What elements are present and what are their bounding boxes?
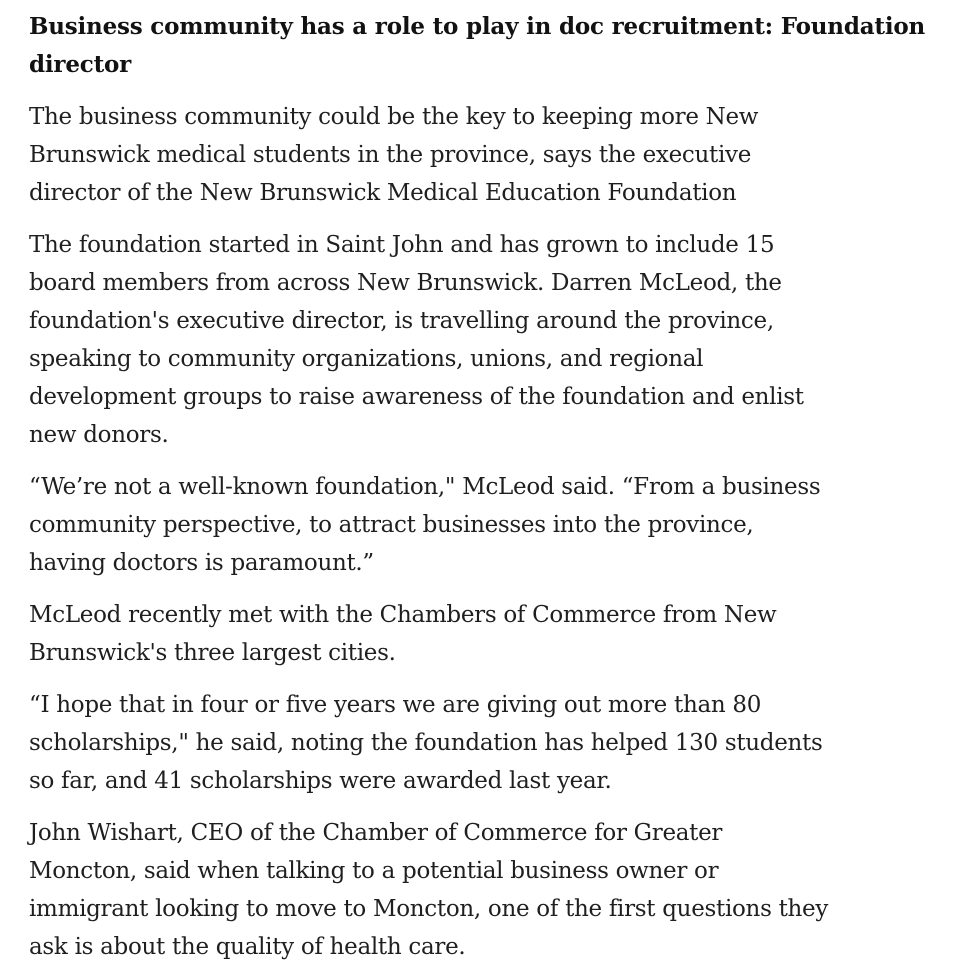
paragraph-quote-mcleod bbox=[29, 468, 909, 582]
paragraph-line: so far, and 41 scholarships were awarded last year. bbox=[29, 768, 612, 794]
paragraph-chambers bbox=[29, 596, 909, 672]
paragraph-line: “I hope that in four or five years we are giving out more than 80 bbox=[29, 692, 762, 718]
paragraph-line: foundation's executive director, is travelling around the province, bbox=[29, 308, 774, 334]
paragraph-scholarships bbox=[29, 686, 909, 800]
paragraph-line: John Wishart, CEO of the Chamber of Commerce for Greater bbox=[29, 820, 723, 846]
paragraph-line: development groups to raise awareness of the foundation and enlist bbox=[29, 384, 804, 410]
paragraph-line: scholarships," he said, noting the foundation has helped 130 students bbox=[29, 730, 823, 756]
paragraph-line: community perspective, to attract businesses into the province, bbox=[29, 512, 754, 538]
paragraph-line: The foundation started in Saint John and has grown to include 15 bbox=[29, 232, 775, 258]
paragraph-foundation bbox=[29, 226, 909, 454]
paragraph-wishart bbox=[29, 814, 909, 966]
paragraph-line: Brunswick's three largest cities. bbox=[29, 640, 396, 666]
article-headline bbox=[29, 8, 926, 84]
paragraph-line: new donors. bbox=[29, 422, 169, 448]
paragraph-line: having doctors is paramount.” bbox=[29, 550, 374, 576]
paragraph-line: Brunswick medical students in the province, says the executive bbox=[29, 142, 752, 168]
paragraph-line: “We’re not a well-known foundation," McLeod said. “From a business bbox=[29, 474, 821, 500]
paragraph-line: ask is about the quality of health care. bbox=[29, 934, 466, 960]
paragraph-line: immigrant looking to move to Moncton, one of the first questions they bbox=[29, 896, 829, 922]
paragraph-line: speaking to community organizations, unions, and regional bbox=[29, 346, 704, 372]
paragraph-line: The business community could be the key to keeping more New bbox=[29, 104, 759, 130]
paragraph-line: board members from across New Brunswick. Darren McLeod, the bbox=[29, 270, 782, 296]
headline-line: director bbox=[29, 51, 132, 78]
paragraph-intro bbox=[29, 98, 909, 212]
article bbox=[29, 8, 926, 980]
headline-line: Business community has a role to play in doc recruitment: Foundation bbox=[29, 13, 926, 40]
paragraph-line: McLeod recently met with the Chambers of Commerce from New bbox=[29, 602, 777, 628]
paragraph-line: Moncton, said when talking to a potential business owner or bbox=[29, 858, 719, 884]
paragraph-line: director of the New Brunswick Medical Education Foundation bbox=[29, 180, 737, 206]
